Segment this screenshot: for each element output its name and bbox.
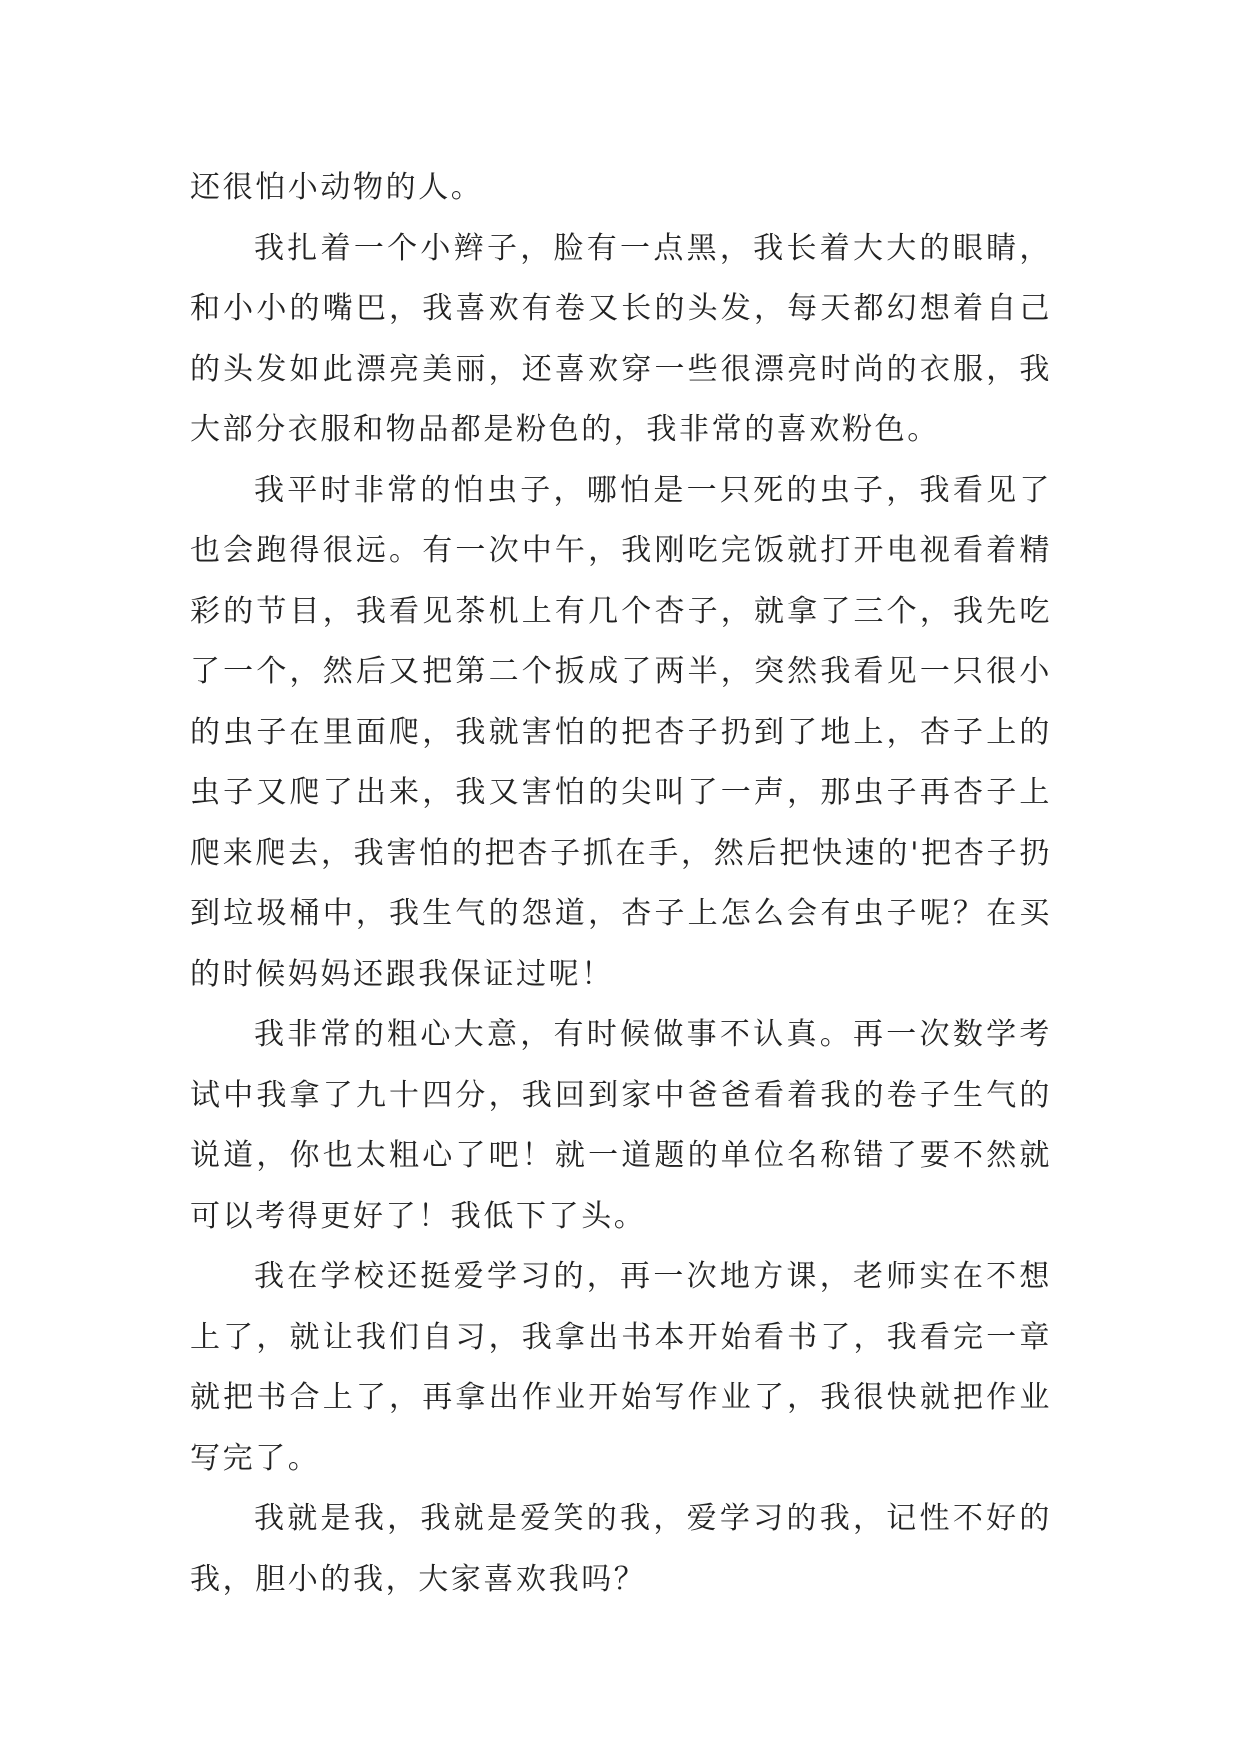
paragraph-4: 我非常的粗心大意，有时候做事不认真。再一次数学考试中我拿了九十四分，我回到家中爸爸看着我的卷子生气的说道，你也太粗心了吧！就一道题的单位名称错了要不然就可以考得更好了！我低下了头。 (190, 1017, 1052, 1234)
paragraph-5: 我在学校还挺爱学习的，再一次地方课，老师实在不想上了，就让我们自习，我拿出书本开始看书了，我看完一章就把书合上了，再拿出作业开始写作业了，我很快就把作业写完了。 (190, 1259, 1052, 1476)
paragraph-2: 我扎着一个小辫子，脸有一点黑，我长着大大的眼睛，和小小的嘴巴，我喜欢有卷又长的头发，每天都幻想着自己的头发如此漂亮美丽，还喜欢穿一些很漂亮时尚的衣服，我大部分衣服和物品都是粉色的，我非常的喜欢粉色。 (190, 230, 1052, 447)
paragraph-6: 我就是我，我就是爱笑的我，爱学习的我，记性不好的我，胆小的我，大家喜欢我吗？ (190, 1501, 1052, 1597)
paragraph-1: 还很怕小动物的人。 (190, 170, 484, 205)
paragraph-3: 我平时非常的怕虫子，哪怕是一只死的虫子，我看见了也会跑得很远。有一次中午，我刚吃完饭就打开电视看着精彩的节目，我看见茶机上有几个杏子，就拿了三个，我先吃了一个，然后又把第二个扳成了两半，突然我看见一只很小的虫子在里面爬，我就害怕的把杏子扔到了地上，杏子上的虫子又爬了出来，我又害怕的尖叫了一声，那虫子再杏子上爬来爬去，我害怕的把杏子抓在手，然后把快速的'把杏子扔到垃圾桶中，我生气的怨道，杏子上怎么会有虫子呢？在买的时候妈妈还跟我保证过呢！ (190, 472, 1052, 992)
document-body (190, 158, 1052, 1610)
